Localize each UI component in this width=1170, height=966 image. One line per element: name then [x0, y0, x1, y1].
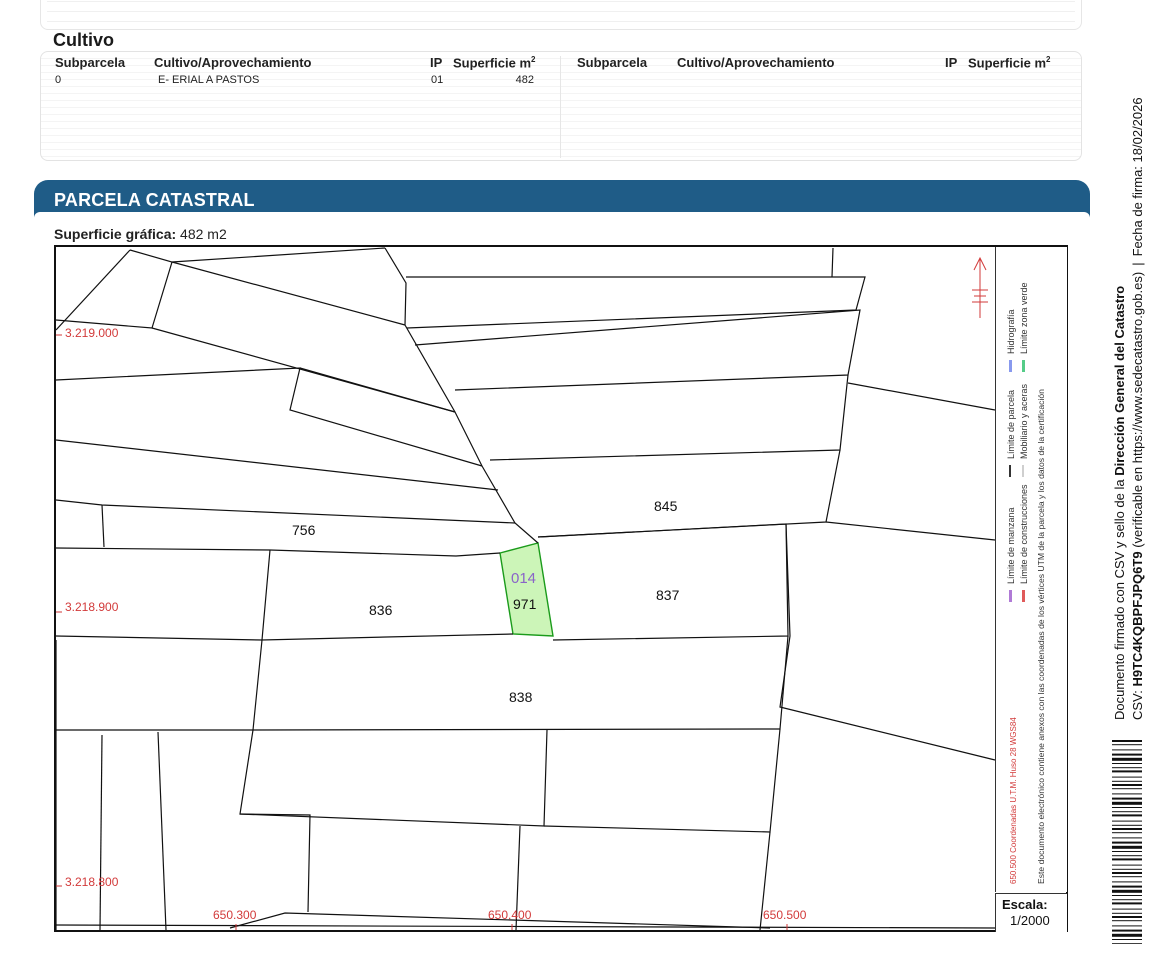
header-cultivo-left: Cultivo/Aprovechamiento [154, 55, 312, 70]
row-superficie: 482 [515, 74, 534, 86]
parcel-label-756: 756 [292, 522, 316, 538]
zona-verde-swatch [1022, 360, 1025, 372]
row-ip: 01 [431, 74, 444, 86]
svg-text:CSV: H9TC4KQBPFJPQ6T9 (verific [1130, 97, 1145, 720]
legend-construcciones: Límite de construcciones [1019, 484, 1029, 584]
svg-text:Documento firmado con CSV y se [1112, 286, 1127, 720]
coord-x-650500: 650.500 [763, 908, 807, 922]
row-subparcela: 0 [55, 74, 62, 86]
coord-y-3219000: 3.219.000 [65, 326, 119, 340]
coord-x-650300: 650.300 [213, 908, 257, 922]
legend-coords-note: 650.500 Coordenadas U.T.M. Huso 28 WGS84 [1009, 717, 1018, 884]
cadastral-map [54, 245, 1068, 932]
csv-line1-b: Dirección General del Catastro [1112, 285, 1127, 476]
legend-hidrografia: Hidrografía [1006, 309, 1016, 354]
csv-line2-c: (verificable en https://www.sedecatastro.gob.es) [1130, 271, 1145, 552]
header-superficie-right-text: Superficie m [968, 55, 1047, 71]
header-subparcela-left: Subparcela [55, 55, 126, 70]
parcel-label-845: 845 [654, 498, 678, 514]
legend-note: Este documento electrónico contiene anexos con las coordenadas de los vértices UTM de la parcela y los datos de la certificación [1036, 389, 1046, 884]
header-superficie-left-text: Superficie m [453, 55, 532, 71]
mobiliario-swatch [1022, 465, 1024, 477]
cultivo-title: Cultivo [53, 30, 114, 50]
header-superficie-right-unit: 2 [1046, 55, 1051, 64]
header-subparcela-right: Subparcela [577, 55, 648, 70]
hidrografia-swatch [1009, 360, 1012, 372]
parcel-label-971: 971 [513, 596, 537, 612]
csv-side-text [1100, 60, 1160, 730]
csv-line1-a: Documento firmado con CSV y sello de la [1112, 475, 1127, 720]
legend-manzana: Límite de manzana [1006, 507, 1016, 584]
parcel-label-838: 838 [509, 689, 533, 705]
highlighted-parcel [500, 543, 553, 636]
parcela-banner-title: PARCELA CATASTRAL [54, 190, 255, 210]
manzana-swatch [1009, 590, 1012, 602]
scale-value: 1/2000 [1010, 913, 1050, 928]
header-ip-left: IP [430, 55, 443, 70]
legend-mobiliario: Mobiliario y aceras [1019, 383, 1029, 459]
header-cultivo-right: Cultivo/Aprovechamiento [677, 55, 835, 70]
map-legend [995, 247, 1067, 892]
cadastral-map-svg [54, 245, 1068, 932]
header-superficie-left [453, 55, 535, 70]
csv-line2-a: CSV: [1130, 686, 1145, 720]
superficie-grafica-label: Superficie gráfica: [54, 226, 177, 242]
legend-zona-verde: Límite zona verde [1019, 282, 1029, 354]
header-superficie-right [968, 55, 1050, 70]
coord-y-3218800: 3.218.800 [65, 875, 119, 889]
header-superficie-left-unit: 2 [531, 55, 536, 64]
barcode-image [1112, 740, 1142, 944]
coord-y-3218900: 3.218.900 [65, 600, 119, 614]
north-arrow-icon [972, 258, 988, 318]
row-cultivo: E- ERIAL A PASTOS [158, 74, 260, 86]
parcel-boundaries [56, 248, 995, 930]
coord-x-650400: 650.400 [488, 908, 532, 922]
parcel-code-014: 014 [511, 570, 537, 587]
parcela-banner-edge [34, 212, 1090, 218]
parcel-label-836: 836 [369, 602, 393, 618]
coordinate-ticks [56, 335, 787, 930]
csv-code: H9TC4KQBPFJPQ6T9 [1130, 551, 1145, 687]
superficie-grafica-value: 482 m2 [180, 226, 227, 242]
scale-label: Escala: [1002, 897, 1048, 912]
legend-svg [996, 247, 1067, 892]
construcciones-swatch [1022, 590, 1025, 602]
legend-parcela: Límite de parcela [1006, 389, 1016, 459]
previous-section-box [40, 0, 1082, 30]
cultivo-table-divider [560, 56, 561, 158]
superficie-grafica [54, 226, 227, 242]
parcela-swatch [1009, 465, 1011, 477]
csv-separator: | [1130, 262, 1145, 266]
parcel-label-837: 837 [656, 587, 680, 603]
csv-fecha: Fecha de firma: 18/02/2026 [1130, 97, 1145, 257]
header-ip-right: IP [945, 55, 958, 70]
